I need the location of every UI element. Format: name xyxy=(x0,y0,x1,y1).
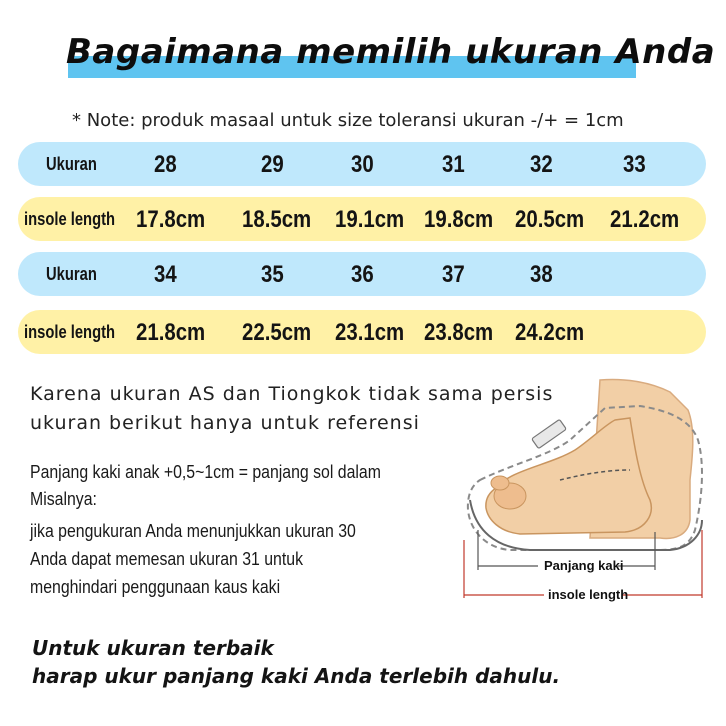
row-label-size: Ukuran xyxy=(46,154,97,174)
size-row-1 xyxy=(18,142,706,186)
row-label-size: Ukuran xyxy=(46,264,97,284)
insole-cell: 21.2cm xyxy=(610,206,680,233)
size-cell: 33 xyxy=(623,151,646,178)
foot-length-label: Panjang kaki xyxy=(544,558,624,573)
page-title: Bagaimana memilih ukuran Anda xyxy=(66,32,716,72)
size-cell: 30 xyxy=(351,151,374,178)
foot-illustration xyxy=(486,418,651,534)
insole-cell: 17.8cm xyxy=(136,206,206,233)
toe-illustration xyxy=(491,476,509,490)
foot-measure-diagram xyxy=(440,370,726,620)
footer-line: harap ukur panjang kaki Anda terlebih dahulu. xyxy=(32,664,561,688)
size-cell: 31 xyxy=(442,151,465,178)
size-cell: 29 xyxy=(261,151,284,178)
insole-cell: 24.2cm xyxy=(515,319,585,346)
info-line: ukuran berikut hanya untuk referensi xyxy=(30,412,420,434)
insole-cell: 23.1cm xyxy=(335,319,405,346)
insole-cell: 23.8cm xyxy=(424,319,494,346)
insole-cell: 20.5cm xyxy=(515,206,585,233)
size-row-2 xyxy=(18,252,706,296)
info-line: Panjang kaki anak +0,5~1cm = panjang sol dalam xyxy=(30,462,381,482)
size-cell: 38 xyxy=(530,261,553,288)
insole-cell: 19.1cm xyxy=(335,206,405,233)
row-label-insole: insole length xyxy=(24,209,116,229)
footer-line: Untuk ukuran terbaik xyxy=(32,636,274,660)
insole-cell: 22.5cm xyxy=(242,319,312,346)
info-line: Karena ukuran AS dan Tiongkok tidak sama persis xyxy=(30,383,554,405)
size-cell: 35 xyxy=(261,261,284,288)
size-cell: 36 xyxy=(351,261,374,288)
title-block xyxy=(66,30,716,80)
size-cell: 37 xyxy=(442,261,465,288)
tolerance-note: * Note: produk masaal untuk size toleransi ukuran -/+ = 1cm xyxy=(72,110,624,131)
info-line: jika pengukuran Anda menunjukkan ukuran 30 xyxy=(30,521,356,541)
size-cell: 32 xyxy=(530,151,553,178)
size-cell: 34 xyxy=(154,261,177,288)
row-label-insole: insole length xyxy=(24,322,116,342)
insole-row-1 xyxy=(18,197,706,241)
info-line: Anda dapat memesan ukuran 31 untuk xyxy=(30,549,303,569)
insole-cell: 19.8cm xyxy=(424,206,494,233)
insole-cell: 18.5cm xyxy=(242,206,312,233)
info-line: Misalnya: xyxy=(30,489,97,509)
insole-row-2 xyxy=(18,310,706,354)
strap-buckle xyxy=(532,419,567,448)
insole-length-label: insole length xyxy=(548,587,629,602)
size-cell: 28 xyxy=(154,151,177,178)
info-line: menghindari penggunaan kaus kaki xyxy=(30,577,281,597)
insole-cell: 21.8cm xyxy=(136,319,206,346)
